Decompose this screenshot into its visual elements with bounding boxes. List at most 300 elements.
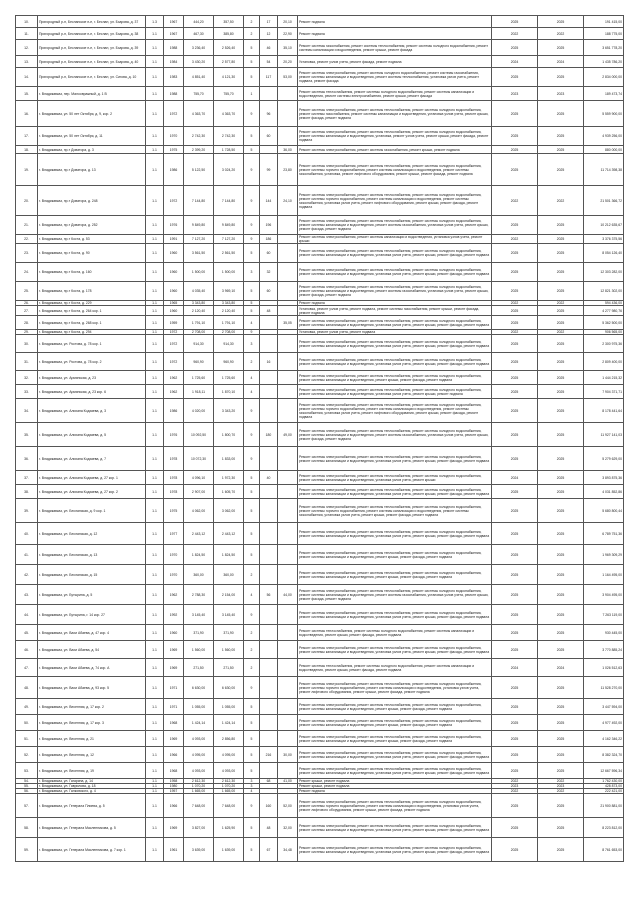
living-area-cell: 2 154,00 [214,585,244,605]
year-built-cell: 1978 [164,471,184,485]
total-area-cell: 755,70 [184,87,214,101]
residents-cell: 46 [260,40,278,56]
floors-cell: 9 [244,399,260,423]
floors-cell: 5 [244,523,260,545]
row-number-cell: 59. [16,838,38,862]
plan-year-cell: 2024 [492,56,538,68]
year-built-cell: 1966 [164,794,184,818]
table-row [16,40,624,56]
work-types-cell: Установка, ремонт узлов учета, ремонт фасада, ремонт подвала [298,56,492,68]
total-area-cell: 3 236,40 [184,40,214,56]
address-cell: г. Владикавказ, ул. Вахи Абаева, д. 54 [38,641,146,659]
cost-cell: 188 775,00 [584,28,624,40]
floors-cell: 5 [244,244,260,263]
group-cell: 1.1 [146,301,164,306]
completion-year-cell: 2025 [538,371,584,385]
work-types-cell: Ремонт системы электроснабжения, ремонт системы теплоснабжения, ремонт системы холодного водоснабжения, ремонт системы горячего водоснабжения, ремонт системы канализации и водоотведения, установка узлов учета, ремонт лифтового оборудования, ремонт крыши, ремонт фасада, ремонт подвала [298,794,492,818]
residents-cell [260,641,278,659]
wear-percent-cell [278,263,298,282]
cost-cell: 594 436,00 [584,301,624,306]
row-number-cell: 26. [16,301,38,306]
group-cell: 1.1 [146,423,164,447]
total-area-cell: 1 665,00 [184,789,214,794]
group-cell: 1.1 [146,385,164,399]
row-number-cell: 11. [16,28,38,40]
completion-year-cell: 2022 [538,779,584,784]
living-area-cell: 1 791,10 [214,316,244,330]
table-row [16,659,624,677]
living-area-cell: 1 070,20 [214,784,244,789]
total-area-cell: 2 612,30 [184,779,214,784]
living-area-cell: 914,30 [214,335,244,353]
year-built-cell: 1968 [164,715,184,731]
address-cell: г. Владикавказ, пр-т Коста, д. 264 кор. 1 [38,306,146,316]
table-row [16,447,624,471]
completion-year-cell: 2025 [538,282,584,301]
living-area-cell: 3 969,10 [214,282,244,301]
work-types-cell: Ремонт крыши, ремонт подвала [298,779,492,784]
completion-year-cell: 2025 [538,731,584,747]
total-area-cell: 2 742,30 [184,127,214,146]
work-types-cell: Ремонт системы электроснабжения, ремонт системы теплоснабжения, ремонт системы холодного водоснабжения, ремонт системы канализации и водоотведения, установка узлов учета, ремонт крыши, ремонт фасада, ремонт подвала [298,316,492,330]
cost-cell: 11 927 141,03 [584,423,624,447]
completion-year-cell: 2022 [538,330,584,335]
address-cell: г. Владикавказ, пр-т Коста, д. 90 [38,244,146,263]
wear-percent-cell [278,87,298,101]
cost-cell: 8 223 812,00 [584,818,624,838]
year-built-cell: 1965 [164,301,184,306]
group-cell: 1.1 [146,306,164,316]
cost-cell: 880 000,00 [584,146,624,154]
floors-cell: 5 [244,56,260,68]
address-cell: г. Владикавказ, ул. Алихана Кодзаева, д. 5 [38,423,146,447]
year-built-cell: 1961 [164,838,184,862]
cost-cell: 6 789 751,36 [584,523,624,545]
address-cell: г. Владикавказ, ул. Генерала Масленникова, д. 5 [38,818,146,838]
living-area-cell: 9 849,80 [214,216,244,235]
residents-cell: 68 [260,779,278,784]
year-built-cell: 1972 [164,186,184,216]
table-row [16,68,624,87]
plan-year-cell: 2025 [492,605,538,625]
row-number-cell: 29. [16,330,38,335]
row-number-cell: 30. [16,335,38,353]
residents-cell [260,335,278,353]
address-cell: г. Владикавказ, пр-т Коста, д. 53 [38,235,146,244]
address-cell: г. Владикавказ, пр-т Доватора, д. 252 [38,216,146,235]
group-cell: 1.3 [146,16,164,28]
wear-percent-cell [278,335,298,353]
work-types-cell: Ремонт системы электроснабжения, ремонт системы теплоснабжения, ремонт системы холодного водоснабжения, ремонт системы канализации и водоотведения, ремонт крыши, ремонт фасада, ремонт подвала [298,565,492,585]
wear-percent-cell [278,244,298,263]
plan-year-cell: 2025 [492,306,538,316]
plan-year-cell: 2025 [492,641,538,659]
table-row [16,677,624,699]
cost-cell: 8 054 126,40 [584,244,624,263]
wear-percent-cell: 49,00 [278,423,298,447]
floors-cell: 5 [244,731,260,747]
group-cell: 1.1 [146,485,164,499]
residents-cell: 216 [260,747,278,763]
completion-year-cell: 2022 [538,789,584,794]
total-area-cell: 1 560,00 [184,641,214,659]
group-cell: 1.1 [146,731,164,747]
floors-cell: 9 [244,101,260,127]
address-cell: г. Владикавказ, ул. 50 лет Октября, д. 11 [38,127,146,146]
floors-cell: 5 [244,545,260,565]
floors-cell: 5 [244,68,260,87]
address-cell: г. Владикавказ, пр-т Доватора, д. 248 [38,186,146,216]
residents-cell [260,565,278,585]
total-area-cell: 2 708,00 [184,330,214,335]
plan-year-cell: 2025 [492,747,538,763]
work-types-cell: Ремонт системы электроснабжения, ремонт системы теплоснабжения, ремонт системы холодного водоснабжения, ремонт системы канализации и водоотведения, установка узлов учета, ремонт крыши, ремонт фасада, ремонт подвала [298,838,492,862]
floors-cell: 2 [244,641,260,659]
floors-cell: 9 [244,186,260,216]
completion-year-cell: 2025 [538,40,584,56]
total-area-cell: 5 122,50 [184,154,214,186]
completion-year-cell: 2025 [538,385,584,399]
address-cell: г. Владикавказ, ул. Алихана Кодзаева, д. 27 кор. 2 [38,485,146,499]
year-built-cell: 1960 [164,306,184,316]
plan-year-cell: 2025 [492,244,538,263]
year-built-cell: 1967 [164,16,184,28]
address-cell: г. Владикавказ, пр-т Доватора, д. 13 [38,154,146,186]
cost-cell: 3 893 875,36 [584,471,624,485]
work-types-cell: Ремонт системы электроснабжения, ремонт системы холодного водоснабжения, ремонт системы газоснабжения, ремонт системы канализации и водоотведения, ремонт системы теплоснабжения, установка узлов учета, ремонт подвала, ремонт фасада [298,68,492,87]
wear-percent-cell [278,625,298,641]
plan-year-cell: 2025 [492,399,538,423]
total-area-cell: 960,90 [184,353,214,371]
table-row [16,87,624,101]
group-cell: 1.1 [146,335,164,353]
total-area-cell: 1 824,50 [184,545,214,565]
floors-cell: 5 [244,471,260,485]
wear-percent-cell: 53,00 [278,68,298,87]
table-row [16,127,624,146]
living-area-cell: 1 424,14 [214,715,244,731]
completion-year-cell: 2025 [538,818,584,838]
wear-percent-cell: 23,80 [278,154,298,186]
residents-cell: 56 [260,585,278,605]
residents-cell: 99 [260,154,278,186]
living-area-cell: 2 561,50 [214,244,244,263]
year-built-cell: 1962 [164,371,184,385]
year-built-cell: 1978 [164,447,184,471]
year-built-cell: 1970 [164,565,184,585]
plan-year-cell: 2022 [492,186,538,216]
living-area-cell: 385,80 [214,28,244,40]
wear-percent-cell [278,235,298,244]
total-area-cell: 3 430,20 [184,56,214,68]
plan-year-cell: 2025 [492,699,538,715]
living-area-cell: 4 093,00 [214,763,244,779]
completion-year-cell: 2025 [538,794,584,818]
work-types-cell: Ремонт системы электроснабжения, ремонт системы теплоснабжения, ремонт системы холодного водоснабжения, ремонт системы канализации и водоотведения, ремонт системы газоснабжения, установка узлов учета, ремонт крыши, ремонт фасада, ремонт подвала [298,423,492,447]
completion-year-cell: 2025 [538,244,584,263]
cost-cell: 1 435 786,20 [584,56,624,68]
table-row [16,545,624,565]
floors-cell: 4 [244,789,260,794]
completion-year-cell: 2023 [538,784,584,789]
year-built-cell: 1972 [164,335,184,353]
cost-cell: 222 421,00 [584,789,624,794]
plan-year-cell: 2022 [492,301,538,306]
address-cell: г. Владикавказ, ул. Гагарина, д. 14 [38,779,146,784]
work-types-cell: Ремонт системы электроснабжения, ремонт системы теплоснабжения, ремонт системы холодного водоснабжения, ремонт системы канализации и водоотведения, ремонт крыши, ремонт фасада, ремонт подвала [298,731,492,747]
table-row [16,282,624,301]
total-area-cell: 2 907,00 [184,485,214,499]
group-cell: 1.1 [146,585,164,605]
address-cell: г. Владикавказ, ул. Весенняя, д. 17 кор. 2 [38,699,146,715]
row-number-cell: 38. [16,485,38,499]
row-number-cell: 49. [16,699,38,715]
year-built-cell: 1976 [164,423,184,447]
group-cell: 1.1 [146,625,164,641]
work-types-cell: Ремонт системы электроснабжения, ремонт системы теплоснабжения, ремонт системы холодного водоснабжения, ремонт системы канализации и водоотведения, ремонт системы газоснабжения, установка узлов учета, ремонт крыши, ремонт фасада, ремонт подвала [298,585,492,605]
completion-year-cell: 2025 [538,154,584,186]
work-types-cell: Ремонт системы электроснабжения, ремонт системы теплоснабжения, ремонт системы холодного водоснабжения, ремонт системы канализации и водоотведения, установка, ремонт узлов учета, ремонт крыши, ремонт фасада, ремонт подвала [298,127,492,146]
plan-year-cell: 2025 [492,763,538,779]
year-built-cell: 1959 [164,316,184,330]
year-built-cell: 1967 [164,28,184,40]
work-types-cell: Ремонт системы электроснабжения, ремонт системы теплоснабжения, ремонт системы холодного водоснабжения, ремонт системы канализации и водоотведения, установка узлов учета, ремонт крыши, ремонт фасада, ремонт подвала [298,335,492,353]
year-built-cell: 1972 [164,101,184,127]
plan-year-cell: 2025 [492,282,538,301]
cost-cell: 4 977 492,00 [584,715,624,731]
table-row [16,585,624,605]
cost-cell: 8 761 653,00 [584,838,624,862]
total-area-cell: 3 343,80 [184,301,214,306]
wear-percent-cell [278,763,298,779]
living-area-cell: 1 833,00 [214,447,244,471]
row-number-cell: 52. [16,747,38,763]
residents-cell: 32 [260,263,278,282]
wear-percent-cell: 24,10 [278,186,298,216]
total-area-cell: 4 096,10 [184,471,214,485]
address-cell: г. Владикавказ, ул. Армянская, д. 23 [38,371,146,385]
completion-year-cell: 2025 [538,216,584,235]
residents-cell [260,385,278,399]
cost-cell: 1 969 309,29 [584,545,624,565]
total-area-cell: 4 062,00 [184,499,214,523]
completion-year-cell: 2025 [538,353,584,371]
cost-cell: 11 528 270,00 [584,677,624,699]
total-area-cell: 2 788,30 [184,585,214,605]
total-area-cell: 10 072,30 [184,447,214,471]
residents-cell: 12 [260,28,278,40]
cost-cell: 21 900 881,00 [584,794,624,818]
group-cell: 1.1 [146,447,164,471]
floors-cell: 4 [244,385,260,399]
work-types-cell: Ремонт системы электроснабжения, ремонт системы теплоснабжения, ремонт системы холодного водоснабжения, ремонт системы канализации и водоотведения, установка узлов учета, ремонт крыши, ремонт фасада, ремонт подвала [298,523,492,545]
plan-year-cell: 2025 [492,585,538,605]
wear-percent-cell: 44,00 [278,585,298,605]
living-area-cell: 371,90 [214,625,244,641]
table-row [16,56,624,68]
total-area-cell: 3 561,50 [184,244,214,263]
address-cell: г. Владикавказ, ул. Вахи Абаева, д. 74 кор. А [38,659,146,677]
row-number-cell: 15. [16,87,38,101]
wear-percent-cell [278,101,298,127]
completion-year-cell: 2025 [538,447,584,471]
wear-percent-cell: 35,05 [278,316,298,330]
work-types-cell: Ремонт системы теплоснабжения, ремонт системы холодного водоснабжения, ремонт системы канализации и водоотведения, ремонт системы электроснабжения, ремонт крыши, ремонт фасада [298,87,492,101]
work-types-cell: Ремонт системы электроснабжения, ремонт системы теплоснабжения, ремонт системы холодного водоснабжения, ремонт системы канализации и водоотведения, ремонт крыши, ремонт фасада, ремонт подвала [298,545,492,565]
year-built-cell: 1978 [164,485,184,499]
living-area-cell: 1 800,70 [214,423,244,447]
plan-year-cell: 2022 [492,235,538,244]
cost-cell: 5 559 900,00 [584,101,624,127]
wear-percent-cell [278,659,298,677]
row-number-cell: 36. [16,447,38,471]
total-area-cell: 6 630,00 [184,677,214,699]
residents-cell [260,625,278,641]
floors-cell: 1 [244,87,260,101]
address-cell: г. Владикавказ, ул. Генерала Плиева, д. 5 [38,794,146,818]
row-number-cell: 47. [16,659,38,677]
work-types-cell: Ремонт системы газоснабжения, ремонт системы теплоснабжения, ремонт системы холодного водоснабжения, ремонт системы канализации и водоотведения, ремонт крыши, ремонт фасада [298,40,492,56]
table-row [16,371,624,385]
residents-cell: 60 [260,282,278,301]
cost-cell: 4 939 256,00 [584,127,624,146]
year-built-cell: 1988 [164,40,184,56]
floors-cell: 5 [244,747,260,763]
plan-year-cell: 2025 [492,263,538,282]
table-row [16,625,624,641]
cost-cell: 3 376 375,56 [584,235,624,244]
row-number-cell: 42. [16,565,38,585]
completion-year-cell: 2025 [538,146,584,154]
plan-year-cell: 2025 [492,499,538,523]
work-types-cell: Ремонт системы электроснабжения, ремонт системы теплоснабжения, ремонт системы холодного водоснабжения, ремонт системы канализации и водоотведения, ремонт системы газоснабжения, установка узлов учета, ремонт крыши, ремонт фасада, ремонт подвала [298,216,492,235]
living-area-cell: 3 062,00 [214,499,244,523]
wear-percent-cell [278,306,298,316]
residents-cell [260,731,278,747]
living-area-cell: 2 612,30 [214,779,244,784]
floors-cell: 9 [244,235,260,244]
row-number-cell: 45. [16,625,38,641]
residents-cell [260,545,278,565]
group-cell: 1.1 [146,818,164,838]
plan-year-cell: 2025 [492,16,538,28]
cost-cell: 10 212 635,67 [584,216,624,235]
total-area-cell: 1 055,00 [184,699,214,715]
cost-cell: 3 770 885,24 [584,641,624,659]
address-cell: г. Владикавказ, пр-т Коста, д. 178 [38,282,146,301]
wear-percent-cell: 52,00 [278,794,298,818]
work-types-cell: Ремонт системы электроснабжения, ремонт системы теплоснабжения, ремонт системы холодного водоснабжения, ремонт системы горячего водоснабжения, ремонт системы канализации и водоотведения, ремонт системы газоснабжения, установка узлов учета, ремонт лифтового оборудования, ремонт крыши, ремонт фасада, ремонт подвала [298,399,492,423]
floors-cell: 5 [244,485,260,499]
living-area-cell: 357,50 [214,16,244,28]
row-number-cell: 18. [16,146,38,154]
plan-year-cell: 2025 [492,423,538,447]
cost-cell: 3 651 778,20 [584,40,624,56]
residents-cell [260,399,278,423]
plan-year-cell: 2023 [492,87,538,101]
floors-cell: 5 [244,818,260,838]
work-types-cell: Ремонт системы электроснабжения, ремонт системы теплоснабжения, ремонт системы холодного водоснабжения, ремонт системы канализации и водоотведения, установка узлов учета, ремонт крыши [298,471,492,485]
living-area-cell: 1 560,00 [214,641,244,659]
plan-year-cell: 2025 [492,715,538,731]
cost-cell: 189 473,74 [584,87,624,101]
row-number-cell: 23. [16,244,38,263]
row-number-cell: 27. [16,306,38,316]
floors-cell: 5 [244,306,260,316]
table-row [16,838,624,862]
row-number-cell: 20. [16,186,38,216]
work-types-cell: Ремонт системы теплоснабжения, ремонт системы холодного водоснабжения, ремонт системы канализации и водоотведения, ремонт крыши, ремонт фасада, ремонт подвала [298,625,492,641]
row-number-cell: 22. [16,235,38,244]
group-cell: 1.1 [146,68,164,87]
residents-cell: 17 [260,16,278,28]
wear-percent-cell [278,715,298,731]
living-area-cell: 271,50 [214,659,244,677]
address-cell: г. Владикавказ, ул. Гаврилова, д. 18 [38,784,146,789]
living-area-cell: 7 127,20 [214,235,244,244]
table-row [16,263,624,282]
year-built-cell: 1962 [164,385,184,399]
plan-year-cell: 2025 [492,40,538,56]
cost-cell: 3 904 495,00 [584,585,624,605]
plan-year-cell: 2025 [492,485,538,499]
row-number-cell: 14. [16,68,38,87]
plan-year-cell: 2025 [492,335,538,353]
cost-cell: 21 501 366,72 [584,186,624,216]
plan-year-cell: 2025 [492,68,538,87]
table-row [16,186,624,216]
table-row [16,565,624,585]
row-number-cell: 10. [16,16,38,28]
year-built-cell: 1975 [164,146,184,154]
residents-cell: 54 [260,56,278,68]
address-cell: г. Владикавказ, ул. Вахи Абаева, д. 47 кор. 4 [38,625,146,641]
group-cell: 1.1 [146,545,164,565]
address-cell: г. Владикавказ, ул. 50 лет Октября, д. 9, кор. 2 [38,101,146,127]
address-cell: г. Владикавказ, ул. Галковского, д. 4 [38,789,146,794]
table-row [16,216,624,235]
work-types-cell: Ремонт системы электроснабжения, ремонт системы теплоснабжения, ремонт системы холодного водоснабжения, ремонт системы канализации и водоотведения, ремонт системы газоснабжения, установка узлов учета, ремонт крыши, ремонт фасада, ремонт подвала [298,282,492,301]
floors-cell: 5 [244,763,260,779]
plan-year-cell: 2025 [492,565,538,585]
living-area-cell: 2 577,80 [214,56,244,68]
wear-percent-cell: 20,10 [278,16,298,28]
address-cell: г. Владикавказ, ул. Генерала Масленникова, д. 7 кор. 1 [38,838,146,862]
row-number-cell: 37. [16,471,38,485]
cost-cell: 7 263 119,00 [584,605,624,625]
residents-cell [260,763,278,779]
wear-percent-cell [278,216,298,235]
group-cell: 1.1 [146,784,164,789]
floors-cell: 5 [244,282,260,301]
table-row [16,316,624,330]
residents-cell: 96 [260,101,278,127]
row-number-cell: 25. [16,282,38,301]
table-row [16,101,624,127]
work-types-cell: Ремонт системы электроснабжения, ремонт системы теплоснабжения, ремонт системы холодного водоснабжения, ремонт системы канализации и водоотведения, установка узлов учета, ремонт крыши, ремонт фасада, ремонт подвала [298,747,492,763]
cost-cell: 4 277 980,76 [584,306,624,316]
plan-year-cell: 2022 [492,789,538,794]
living-area-cell: 2 708,00 [214,330,244,335]
living-area-cell: 1 972,30 [214,471,244,485]
cost-cell: 428 873,00 [584,784,624,789]
living-area-cell: 3 343,80 [214,301,244,306]
completion-year-cell: 2023 [538,87,584,101]
table-row [16,423,624,447]
floors-cell: 3 [244,263,260,282]
row-number-cell: 48. [16,677,38,699]
total-area-cell: 271,50 [184,659,214,677]
